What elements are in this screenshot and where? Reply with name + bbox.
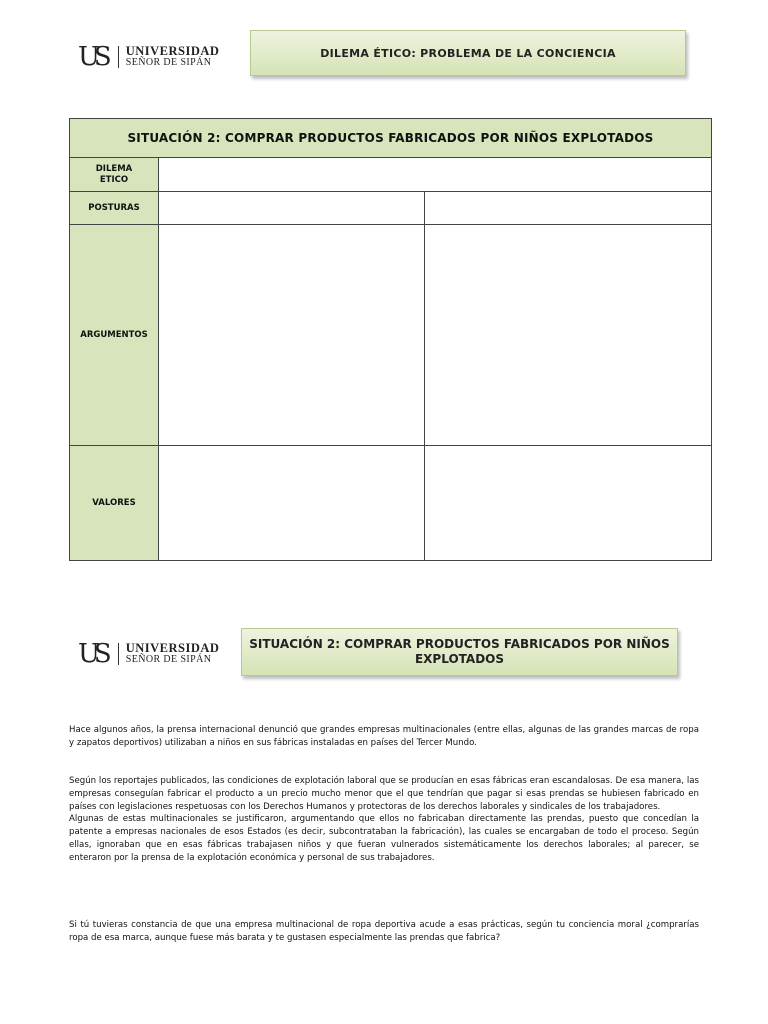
logo-monogram: US [78,42,106,72]
row-label-dilema [70,158,159,192]
logo-text-2 [126,642,220,666]
dilema-answer-cell[interactable] [159,158,712,192]
dilema-line-2: ETICO [99,174,129,185]
situation-title-banner: SITUACIÓN 2: COMPRAR PRODUCTOS FABRICADOS POR NIÑOS EXPLOTADOS [241,628,678,676]
argumentos-cell-1[interactable] [159,225,425,446]
paragraph-2: Según los reportajes publicados, las condiciones de explotación laboral que se producían en esas fábricas eran escandalosas. De esa manera, las empresas conseguían fabricar el producto a un precio mucho menor que el que tendrían que pagar si esas prendas se hubiesen fabricado en países con legislaciones respetuosas con los Derechos Humanos y protectoras de los derechos laborales y sindicales de los trabajadores. [69,776,699,812]
postura-cell-1[interactable] [159,192,425,225]
row-label-posturas: POSTURAS [70,192,159,225]
paragraph-3: Algunas de estas multinacionales se justificaron, argumentando que ellos no fabricaban directamente las prendas, puesto que concedían la patente a empresas nacionales de esos Estados (es decir, subcontrataban la fabricación), las cuales se encargaban de todo el proceso. Según ellas, ignoraban que en esas fábricas trabajasen niños y que fueran vulnerados sistemáticamente los derechos laborales; al parecer, se enteraron por la prensa de la explotación económica y personal de sus trabajadores. [69,814,699,863]
row-label-valores: VALORES [70,446,159,561]
document-title-banner: DILEMA ÉTICO: PROBLEMA DE LA CONCIENCIA [250,30,686,76]
logo-2-line-2: SEÑOR DE SIPÁN [125,654,212,666]
valores-cell-2[interactable] [425,446,712,561]
logo-line-2: SEÑOR DE SIPÁN [125,57,212,69]
valores-cell-1[interactable] [159,446,425,561]
logo-2-line-1: UNIVERSIDAD [125,641,220,656]
dilema-line-1: DILEMA [95,163,133,174]
row-label-argumentos: ARGUMENTOS [70,225,159,446]
logo-divider [118,46,119,68]
table-title: SITUACIÓN 2: COMPRAR PRODUCTOS FABRICADOS POR NIÑOS EXPLOTADOS [70,119,712,158]
postura-cell-2[interactable] [425,192,712,225]
logo-monogram-2: US [78,639,106,669]
paragraph-1: Hace algunos años, la prensa internacional denunció que grandes empresas multinacionales (entre ellas, algunas de las grandes marcas de ropa y zapatos deportivos) utilizaban a niños en sus fábricas instaladas en países del Tercer Mundo. [69,725,699,748]
argumentos-cell-2[interactable] [425,225,712,446]
university-logo-2 [78,641,219,667]
logo-text [126,45,220,69]
paragraph-4: Si tú tuvieras constancia de que una empresa multinacional de ropa deportiva acude a esas prácticas, según tu conciencia moral ¿comprarías ropa de esa marca, aunque fuese más barata y te gustasen especialmente las prendas que fabrica? [69,920,699,943]
dilemma-table [69,118,712,561]
logo-line-1: UNIVERSIDAD [125,44,220,59]
university-logo [78,44,219,70]
logo-divider-2 [118,643,119,665]
